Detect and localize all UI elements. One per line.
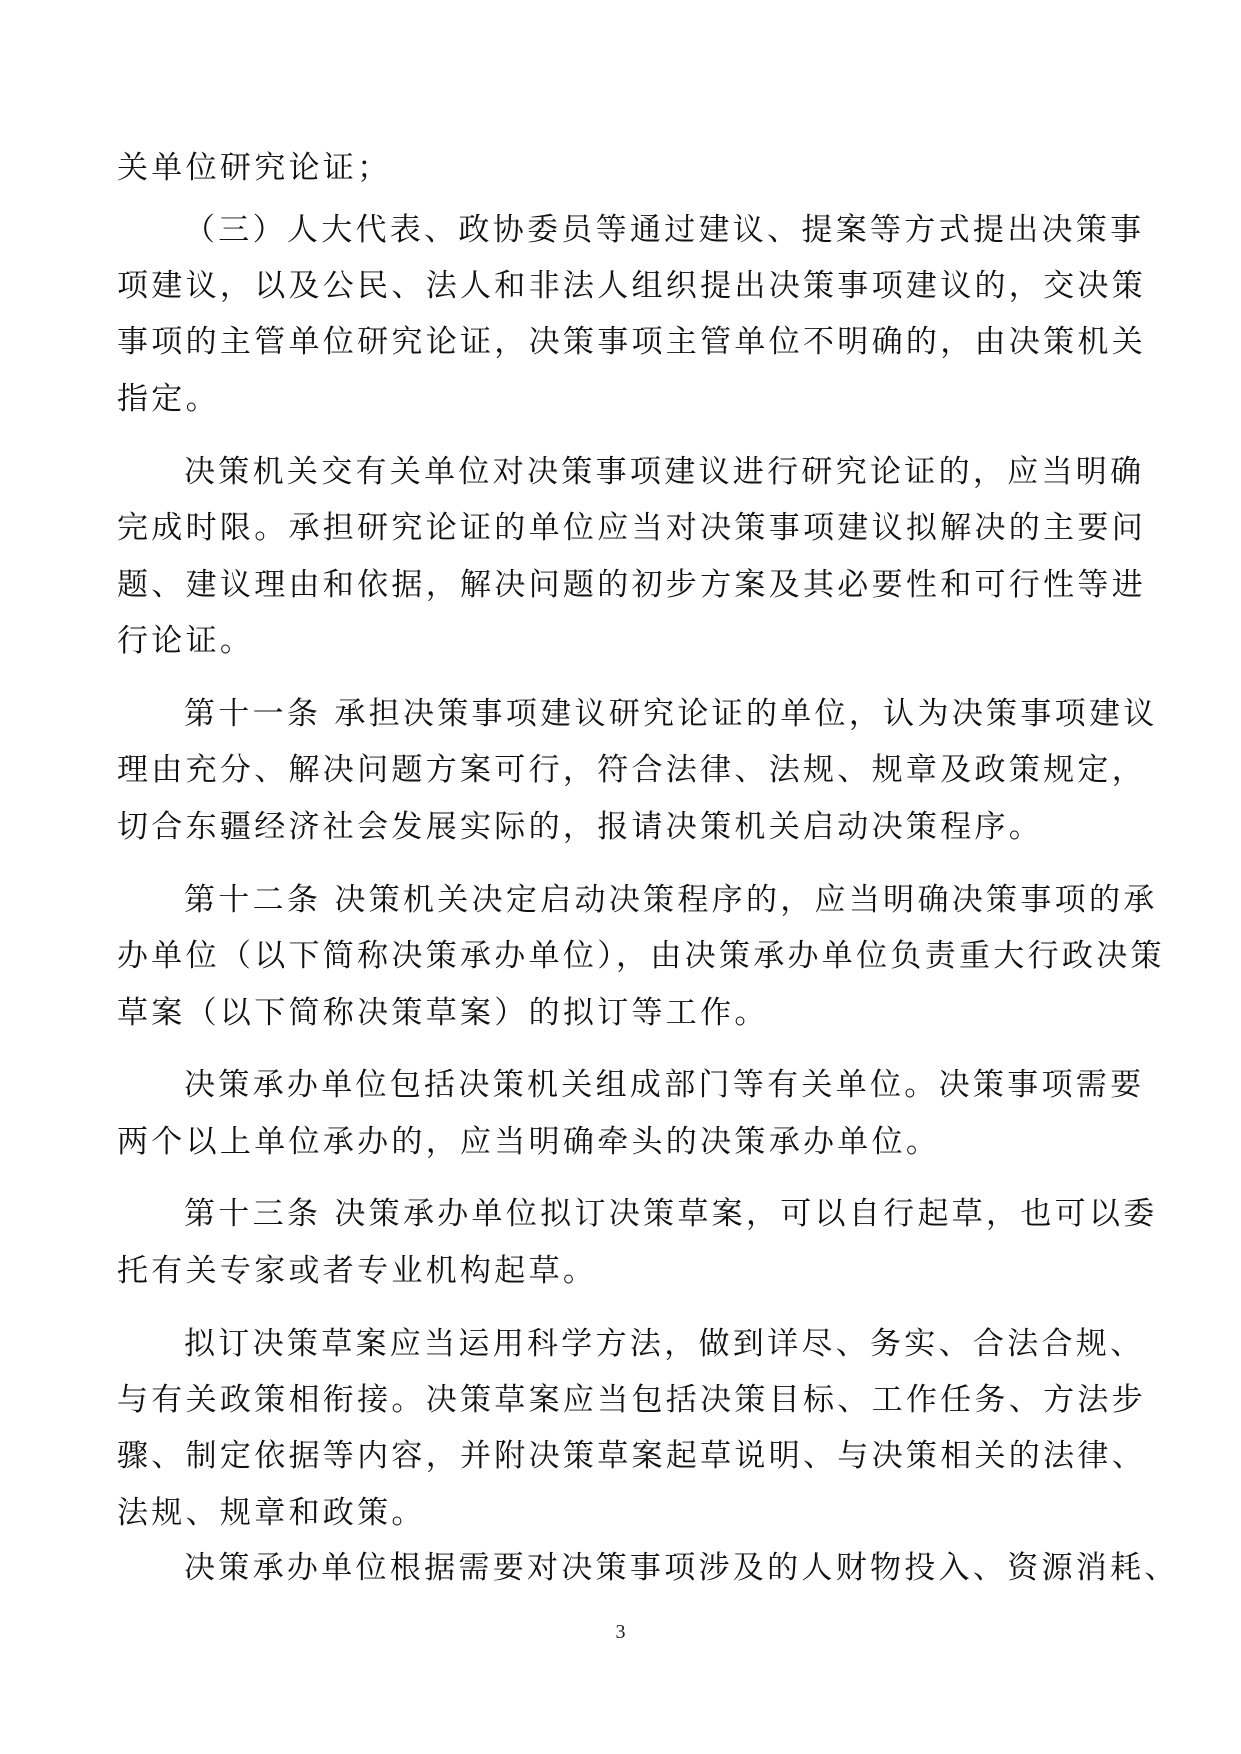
text-line: 决策承办单位根据需要对决策事项涉及的人财物投入、资源消耗、 [184, 1550, 1179, 1586]
text-line: 两个以上单位承办的，应当明确牵头的决策承办单位。 [117, 1124, 941, 1160]
text-line: 完成时限。承担研究论证的单位应当对决策事项建议拟解决的主要问 [117, 510, 1146, 546]
text-line: （三）人大代表、政协委员等通过建议、提案等方式提出决策事 [184, 212, 1145, 248]
text-line: 理由充分、解决问题方案可行，符合法律、法规、规章及政策规定， [117, 752, 1146, 788]
text-line: 指定。 [117, 381, 220, 417]
text-line: 关单位研究论证； [117, 150, 392, 186]
text-line: 行论证。 [117, 623, 255, 659]
text-line: 切合东疆经济社会发展实际的，报请决策机关启动决策程序。 [117, 809, 1044, 845]
text-line: 办单位（以下简称决策承办单位），由决策承办单位负责重大行政决策 [117, 938, 1165, 974]
text-line: 第十二条 决策机关决定启动决策程序的，应当明确决策事项的承 [184, 882, 1158, 918]
text-line: 托有关专家或者专业机构起草。 [117, 1253, 598, 1289]
text-line: 法规、规章和政策。 [117, 1495, 426, 1531]
text-line: 第十一条 承担决策事项建议研究论证的单位，认为决策事项建议 [184, 696, 1158, 732]
text-line: 骤、制定依据等内容，并附决策草案起草说明、与决策相关的法律、 [117, 1438, 1146, 1474]
text-line: 与有关政策相衔接。决策草案应当包括决策目标、工作任务、方法步 [117, 1382, 1146, 1418]
text-line: 拟订决策草案应当运用科学方法，做到详尽、务实、合法合规、 [184, 1326, 1145, 1362]
text-line: 题、建议理由和依据，解决问题的初步方案及其必要性和可行性等进 [117, 567, 1146, 603]
text-line: 决策承办单位包括决策机关组成部门等有关单位。决策事项需要 [184, 1067, 1145, 1103]
text-line: 决策机关交有关单位对决策事项建议进行研究论证的，应当明确 [184, 454, 1145, 490]
text-line: 第十三条 决策承办单位拟订决策草案，可以自行起草，也可以委 [184, 1196, 1158, 1232]
text-line: 事项的主管单位研究论证，决策事项主管单位不明确的，由决策机关 [117, 324, 1146, 360]
page-number: 3 [615, 1621, 626, 1643]
text-line: 草案（以下简称决策草案）的拟订等工作。 [117, 995, 769, 1031]
text-line: 项建议，以及公民、法人和非法人组织提出决策事项建议的，交决策 [117, 268, 1146, 304]
